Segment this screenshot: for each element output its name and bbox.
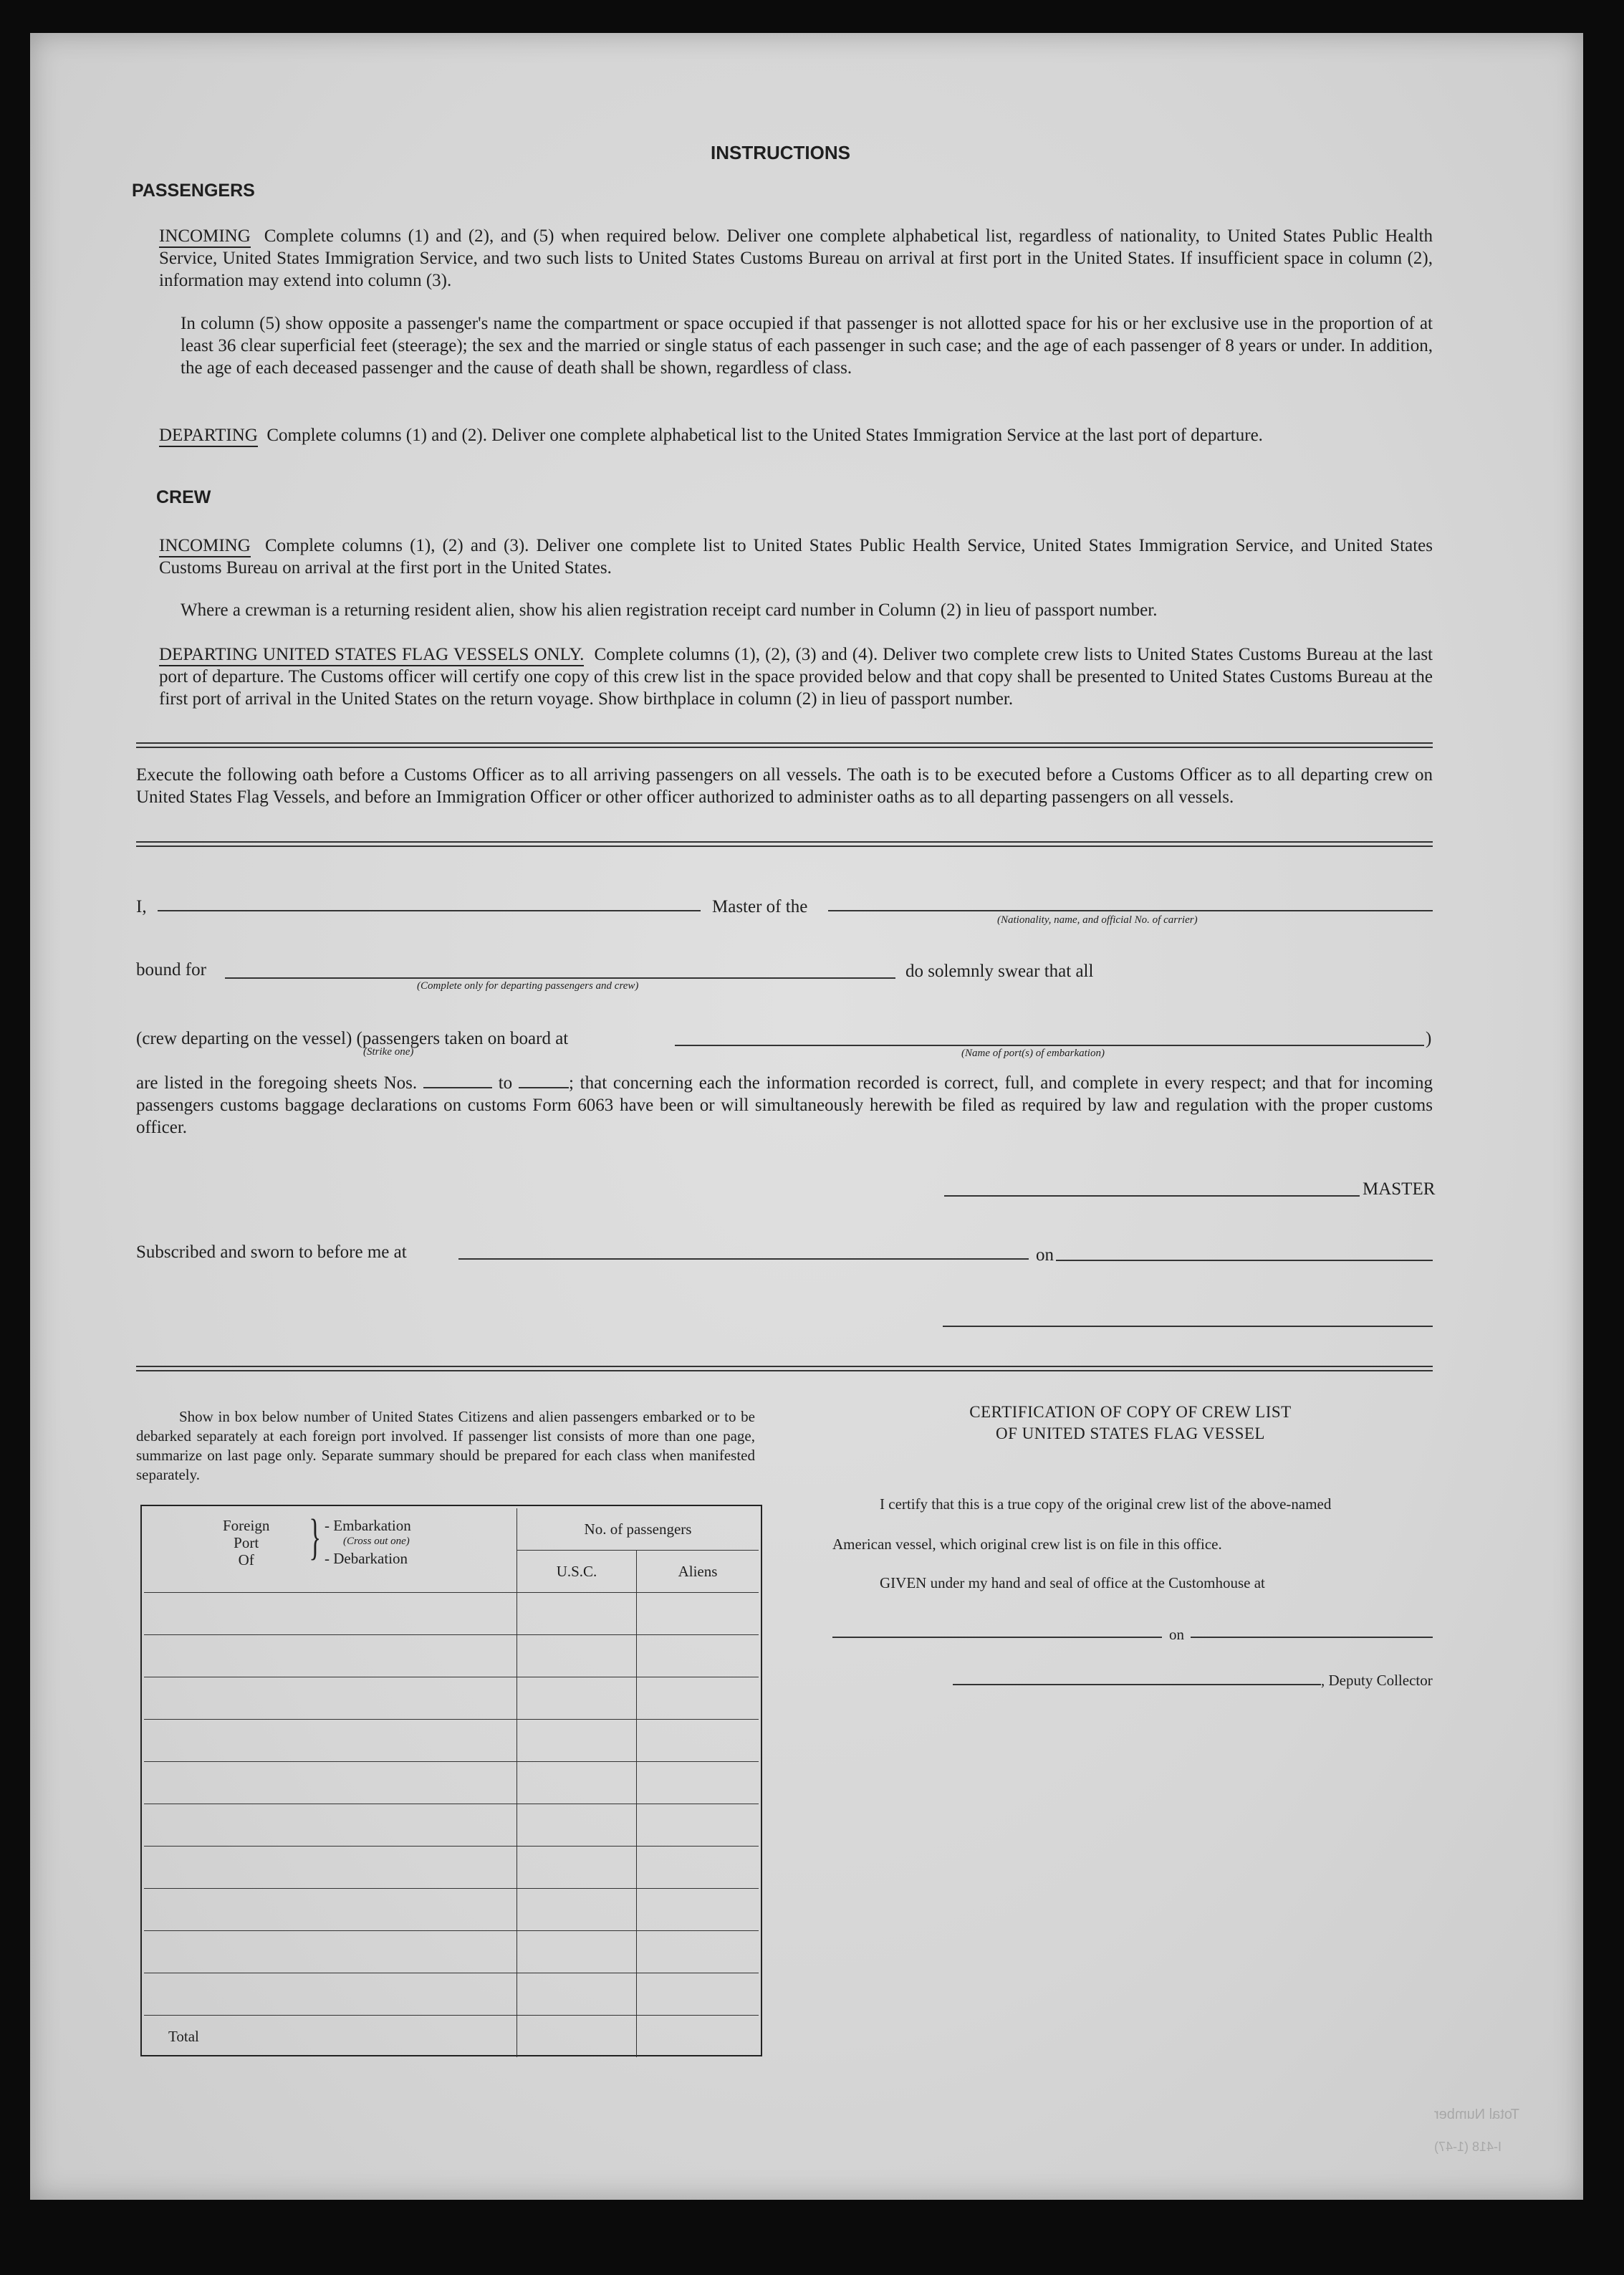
usc-cell[interactable] (517, 1635, 637, 1677)
foreign-port-header (144, 1508, 517, 1593)
port-caption: (Name of port(s) of embarkation) (961, 1048, 1105, 1059)
certification-title-line1: CERTIFICATION OF COPY OF CREW LIST (969, 1403, 1292, 1421)
crew-incoming-block (159, 535, 1433, 579)
carrier-line[interactable] (828, 910, 1433, 911)
passengers-incoming-label: INCOMING (159, 226, 251, 248)
port-cell[interactable] (144, 1720, 517, 1762)
master-name-line[interactable] (158, 910, 701, 911)
master-signature-line[interactable] (944, 1195, 1360, 1197)
passengers-heading: PASSENGERS (132, 181, 255, 201)
certify-line2: American vessel, which original crew list is on file in this office. (832, 1536, 1222, 1553)
officer-signature-line[interactable] (943, 1326, 1433, 1327)
deputy-signature-line[interactable] (953, 1684, 1321, 1685)
divider (136, 742, 1433, 748)
usc-cell[interactable] (517, 1677, 637, 1720)
crew-departing-text: (crew departing on the vessel) (passengers taken on board at (136, 1029, 569, 1048)
crew-departing-block (159, 643, 1433, 710)
certification-title-line2: OF UNITED STATES FLAG VESSEL (996, 1424, 1265, 1442)
aliens-cell[interactable] (637, 1889, 759, 1931)
divider (136, 1366, 1433, 1371)
crew-incoming-text: Complete columns (1), (2) and (3). Deliver one complete list to United States Public Health Service, United States Immigration Service, and United States Customs Bureau on arrival at the first port in the United States. (159, 536, 1433, 578)
passengers-incoming-block (159, 225, 1433, 292)
total-aliens-cell[interactable] (637, 2016, 759, 2058)
solemnly-text: do solemnly swear that all (905, 962, 1094, 981)
summary-table-frame (140, 1505, 762, 2056)
oath-body-text: ; that concerning each the information recorded is correct, full, and complete in every respect; and that for incoming passengers customs baggage declarations on customs Form 6063 have been or will simultaneously herewith be filed as required by law and regulation with the proper customs officer. (136, 1073, 1433, 1137)
debarkation-label: - Debarkation (325, 1550, 408, 1567)
aliens-header: Aliens (637, 1551, 759, 1593)
sheet-from-field[interactable] (423, 1074, 492, 1088)
port-cell[interactable] (144, 1593, 517, 1635)
cert-on-label: on (1169, 1626, 1184, 1643)
aliens-cell[interactable] (637, 1931, 759, 1973)
port-cell[interactable] (144, 1889, 517, 1931)
oath-i-label: I, (136, 897, 147, 916)
close-paren: ) (1426, 1029, 1432, 1048)
crew-heading: CREW (156, 487, 211, 507)
brace-icon: } (309, 1510, 322, 1565)
total-label: Total (144, 2016, 517, 2058)
summary-table (144, 1508, 759, 2057)
subscribed-on-label: on (1036, 1245, 1054, 1265)
aliens-cell[interactable] (637, 1762, 759, 1804)
crew-departing-label: DEPARTING UNITED STATES FLAG VESSELS ONLY. (159, 645, 584, 666)
aliens-cell[interactable] (637, 1593, 759, 1635)
given-line: GIVEN under my hand and seal of office at the Customhouse at (880, 1574, 1265, 1591)
usc-cell[interactable] (517, 1931, 637, 1973)
usc-cell[interactable] (517, 1720, 637, 1762)
certify-line1: I certify that this is a true copy of the original crew list of the above-named (880, 1495, 1332, 1513)
total-usc-cell[interactable] (517, 2016, 637, 2058)
carrier-caption: (Nationality, name, and official No. of carrier) (997, 914, 1198, 926)
summary-instructions: Show in box below number of United States Citizens and alien passengers embarked or to be debarked separately at each foreign port involved. If passenger list consists of more than one page, summarize on last page only. Separate summary should be prepared for each class when manifested separately. (136, 1408, 755, 1483)
usc-cell[interactable] (517, 1889, 637, 1931)
master-label: MASTER (1363, 1179, 1436, 1199)
usc-cell[interactable] (517, 1593, 637, 1635)
master-of-label: Master of the (712, 897, 808, 916)
bound-for-label: bound for (136, 960, 206, 980)
subscribed-date-line[interactable] (1056, 1260, 1433, 1261)
aliens-cell[interactable] (637, 1847, 759, 1889)
passengers-departing-text: Complete columns (1) and (2). Deliver one complete alphabetical list to the United States Immigration Service at the last port of departure. (266, 426, 1263, 445)
divider (136, 841, 1433, 847)
are-listed-text: are listed in the foregoing sheets Nos. (136, 1073, 418, 1093)
usc-cell[interactable] (517, 1762, 637, 1804)
port-cell[interactable] (144, 1677, 517, 1720)
passengers-departing-label: DEPARTING (159, 426, 258, 447)
sheet-to-field[interactable] (519, 1074, 569, 1088)
bleed-form-number: I-418 (1-47) (1434, 2140, 1502, 2154)
port-cell[interactable] (144, 1762, 517, 1804)
to-text: to (498, 1073, 513, 1093)
port-cell[interactable] (144, 1931, 517, 1973)
aliens-cell[interactable] (637, 1635, 759, 1677)
oath-body (136, 1072, 1433, 1139)
crew-departing-text: Complete columns (1), (2), (3) and (4). Deliver two complete crew lists to United States Customs Bureau at the last port of departure. The Customs officer will certify one copy of this crew list in the space provided below and that copy shall be presented to United States Customs Bureau at the first port of arrival in the United States on the return voyage. Show birthplace in column (2) in lieu of passport number. (159, 645, 1433, 709)
port-cell[interactable] (144, 1847, 517, 1889)
form-page (30, 33, 1583, 2200)
usc-cell[interactable] (517, 1804, 637, 1847)
subscribed-label: Subscribed and sworn to before me at (136, 1242, 407, 1262)
passengers-departing-block (159, 424, 1433, 446)
port-cell[interactable] (144, 1804, 517, 1847)
aliens-cell[interactable] (637, 1720, 759, 1762)
oath-intro: Execute the following oath before a Customs Officer as to all arriving passengers on all vessels. The oath is to be executed before a Customs Officer as to all departing crew on United States Flag Vessels, and before an Immigration Officer or other officer authorized to administer oaths as to all departing passengers on all vessels. (136, 765, 1433, 807)
usc-header: U.S.C. (517, 1551, 637, 1593)
passengers-incoming-note: In column (5) show opposite a passenger's name the compartment or space occupied if that passenger is not allotted space for his or her exclusive use in the proportion of at least 36 clear superficial feet (steerage); the sex and the married or single status of each passenger in such case; and the age of each passenger of 8 years or under. In addition, the age of each deceased passenger and the cause of death shall be shown, regardless of class. (181, 314, 1433, 378)
usc-cell[interactable] (517, 1847, 637, 1889)
port-line[interactable] (675, 1045, 1424, 1046)
foreign-port-label: Foreign Port Of (223, 1517, 270, 1568)
strike-one-caption: (Strike one) (363, 1046, 414, 1058)
port-cell[interactable] (144, 1973, 517, 2016)
customhouse-place-line[interactable] (832, 1637, 1162, 1638)
crew-incoming-label: INCOMING (159, 536, 251, 557)
port-cell[interactable] (144, 1635, 517, 1677)
usc-cell[interactable] (517, 1973, 637, 2016)
aliens-cell[interactable] (637, 1804, 759, 1847)
aliens-cell[interactable] (637, 1973, 759, 2016)
bound-for-caption: (Complete only for departing passengers and crew) (417, 980, 639, 992)
page-title: INSTRUCTIONS (711, 142, 850, 163)
crew-incoming-note: Where a crewman is a returning resident alien, show his alien registration receipt card number in Column (2) in lieu of passport number. (181, 600, 1158, 620)
cross-out-label: (Cross out one) (343, 1536, 410, 1547)
aliens-cell[interactable] (637, 1677, 759, 1720)
cert-date-line[interactable] (1191, 1637, 1433, 1638)
bleed-total-number: Total Number (1434, 2107, 1519, 2122)
bound-for-line[interactable] (225, 977, 895, 979)
no-of-passengers-header: No. of passengers (517, 1508, 759, 1551)
certification-title (827, 1402, 1434, 1445)
passengers-incoming-text: Complete columns (1) and (2), and (5) when required below. Deliver one complete alphabetical list, regardless of nationality, to United States Public Health Service, United States Immigration Service, and two such lists to United States Customs Bureau on arrival at first port in the United States. If insufficient space in column (2), information may extend into column (3). (159, 226, 1433, 290)
subscribed-place-line[interactable] (458, 1258, 1029, 1260)
embarkation-label: - Embarkation (325, 1517, 411, 1534)
deputy-collector-label: , Deputy Collector (1321, 1672, 1433, 1689)
